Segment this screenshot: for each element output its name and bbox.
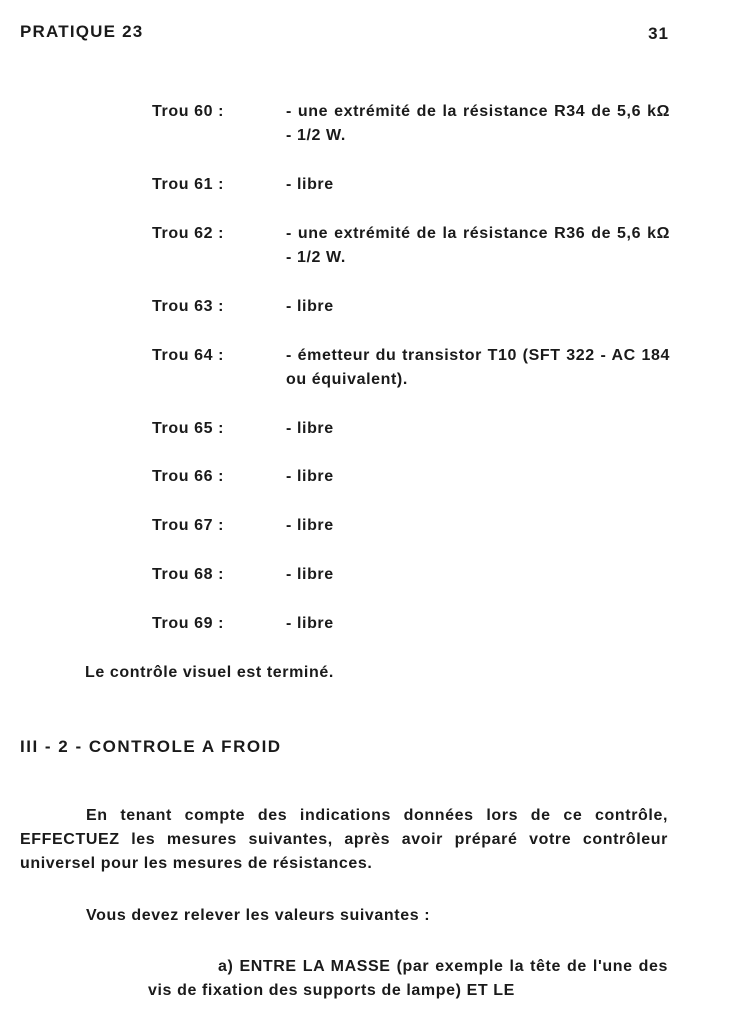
hole-label: Trou 62 : [152, 225, 225, 242]
hole-entry [152, 612, 670, 636]
hole-description: - libre [286, 176, 334, 193]
hole-entry [152, 295, 670, 319]
hole-label: Trou 60 : [152, 103, 225, 120]
hole-description: - libre [286, 517, 334, 534]
hole-entry [152, 514, 670, 538]
hole-entry [152, 465, 670, 489]
hole-description: - libre [286, 566, 334, 583]
hole-label: Trou 61 : [152, 176, 225, 193]
hole-entry [152, 222, 670, 270]
closing-sentence: Le contrôle visuel est terminé. [85, 664, 334, 681]
hole-label: Trou 63 : [152, 298, 225, 315]
page-number: 31 [648, 24, 669, 43]
hole-description: - une extrémité de la résistance R34 de 5,6 kΩ - 1/2 W. [286, 103, 670, 144]
hole-label: Trou 64 : [152, 347, 225, 364]
hole-label: Trou 65 : [152, 420, 225, 437]
hole-entry [152, 417, 670, 441]
hole-description: - libre [286, 615, 334, 632]
hole-description: - libre [286, 468, 334, 485]
hole-label: Trou 68 : [152, 566, 225, 583]
hole-entry [152, 173, 670, 197]
hole-entry [152, 100, 670, 148]
hole-label: Trou 66 : [152, 468, 225, 485]
body-paragraph: Vous devez relever les valeurs suivantes : [86, 907, 431, 924]
body-paragraph: a) ENTRE LA MASSE (par exemple la tête de l'une des vis de fixation des supports de lampe) ET LE [148, 958, 668, 999]
hole-entry [152, 344, 670, 392]
body-paragraph: En tenant compte des indications données lors de ce contrôle, EFFECTUEZ les mesures suivantes, après avoir préparé votre contrôleur universel pour les mesures de résistances. [20, 807, 668, 872]
hole-description: - émetteur du transistor T10 (SFT 322 - AC 184 ou équivalent). [286, 347, 670, 388]
hole-description: - libre [286, 420, 334, 437]
hole-entry [152, 563, 670, 587]
hole-label: Trou 67 : [152, 517, 225, 534]
section-title: III - 2 - CONTROLE A FROID [20, 737, 282, 756]
page-header-left: PRATIQUE 23 [20, 22, 144, 41]
hole-description: - libre [286, 298, 334, 315]
hole-description: - une extrémité de la résistance R36 de 5,6 kΩ - 1/2 W. [286, 225, 670, 266]
hole-label: Trou 69 : [152, 615, 225, 632]
